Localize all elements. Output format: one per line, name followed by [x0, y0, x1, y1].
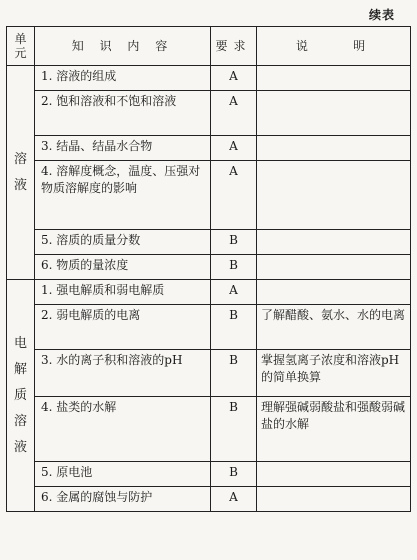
note-cell: 了解醋酸、氨水、水的电离: [257, 305, 411, 350]
requirement-cell: B: [211, 305, 257, 350]
curriculum-table: [6, 26, 411, 512]
table-row: [7, 305, 411, 350]
requirement-cell: B: [211, 350, 257, 397]
requirement-cell: A: [211, 91, 257, 136]
content-cell: 3. 水的离子积和溶液的pH: [35, 350, 211, 397]
header-row: [7, 27, 411, 66]
content-cell: 4. 溶解度概念，温度、压强对物质溶解度的影响: [35, 161, 211, 230]
continued-label: 续表: [368, 8, 395, 22]
note-cell: [257, 280, 411, 305]
table-row: [7, 255, 411, 280]
note-cell: 理解强碱弱酸盐和强酸弱碱盐的水解: [257, 397, 411, 462]
table-row: [7, 397, 411, 462]
requirement-cell: A: [211, 280, 257, 305]
content-cell: 6. 物质的量浓度: [35, 255, 211, 280]
table-row: [7, 66, 411, 91]
table-row: [7, 161, 411, 230]
content-cell: 2. 弱电解质的电离: [35, 305, 211, 350]
note-cell: [257, 462, 411, 487]
table-row: [7, 136, 411, 161]
header-notes: 说 明: [257, 27, 411, 66]
requirement-cell: B: [211, 255, 257, 280]
note-cell: [257, 66, 411, 91]
note-cell: [257, 255, 411, 280]
content-cell: 4. 盐类的水解: [35, 397, 211, 462]
requirement-cell: B: [211, 397, 257, 462]
header-unit: 单元: [7, 27, 35, 66]
note-cell: 掌握氢离子浓度和溶液pH的简单换算: [257, 350, 411, 397]
table-row: [7, 350, 411, 397]
content-cell: 2. 饱和溶液和不饱和溶液: [35, 91, 211, 136]
content-cell: 5. 溶质的质量分数: [35, 230, 211, 255]
note-cell: [257, 91, 411, 136]
requirement-cell: A: [211, 487, 257, 512]
requirement-cell: A: [211, 161, 257, 230]
note-cell: [257, 487, 411, 512]
header-knowledge: 知 识 内 容: [35, 27, 211, 66]
header-requirement: 要求: [211, 27, 257, 66]
requirement-cell: A: [211, 66, 257, 91]
content-cell: 1. 溶液的组成: [35, 66, 211, 91]
unit-cell: 溶液: [7, 66, 35, 280]
unit-cell: 电解质溶液: [7, 280, 35, 512]
content-cell: 3. 结晶、结晶水合物: [35, 136, 211, 161]
requirement-cell: B: [211, 230, 257, 255]
note-cell: [257, 136, 411, 161]
requirement-cell: B: [211, 462, 257, 487]
content-cell: 6. 金属的腐蚀与防护: [35, 487, 211, 512]
table-row: [7, 462, 411, 487]
content-cell: 5. 原电池: [35, 462, 211, 487]
table-row: [7, 230, 411, 255]
content-cell: 1. 强电解质和弱电解质: [35, 280, 211, 305]
note-cell: [257, 230, 411, 255]
requirement-cell: A: [211, 136, 257, 161]
note-cell: [257, 161, 411, 230]
table-row: [7, 487, 411, 512]
table-row: [7, 91, 411, 136]
table-row: [7, 280, 411, 305]
